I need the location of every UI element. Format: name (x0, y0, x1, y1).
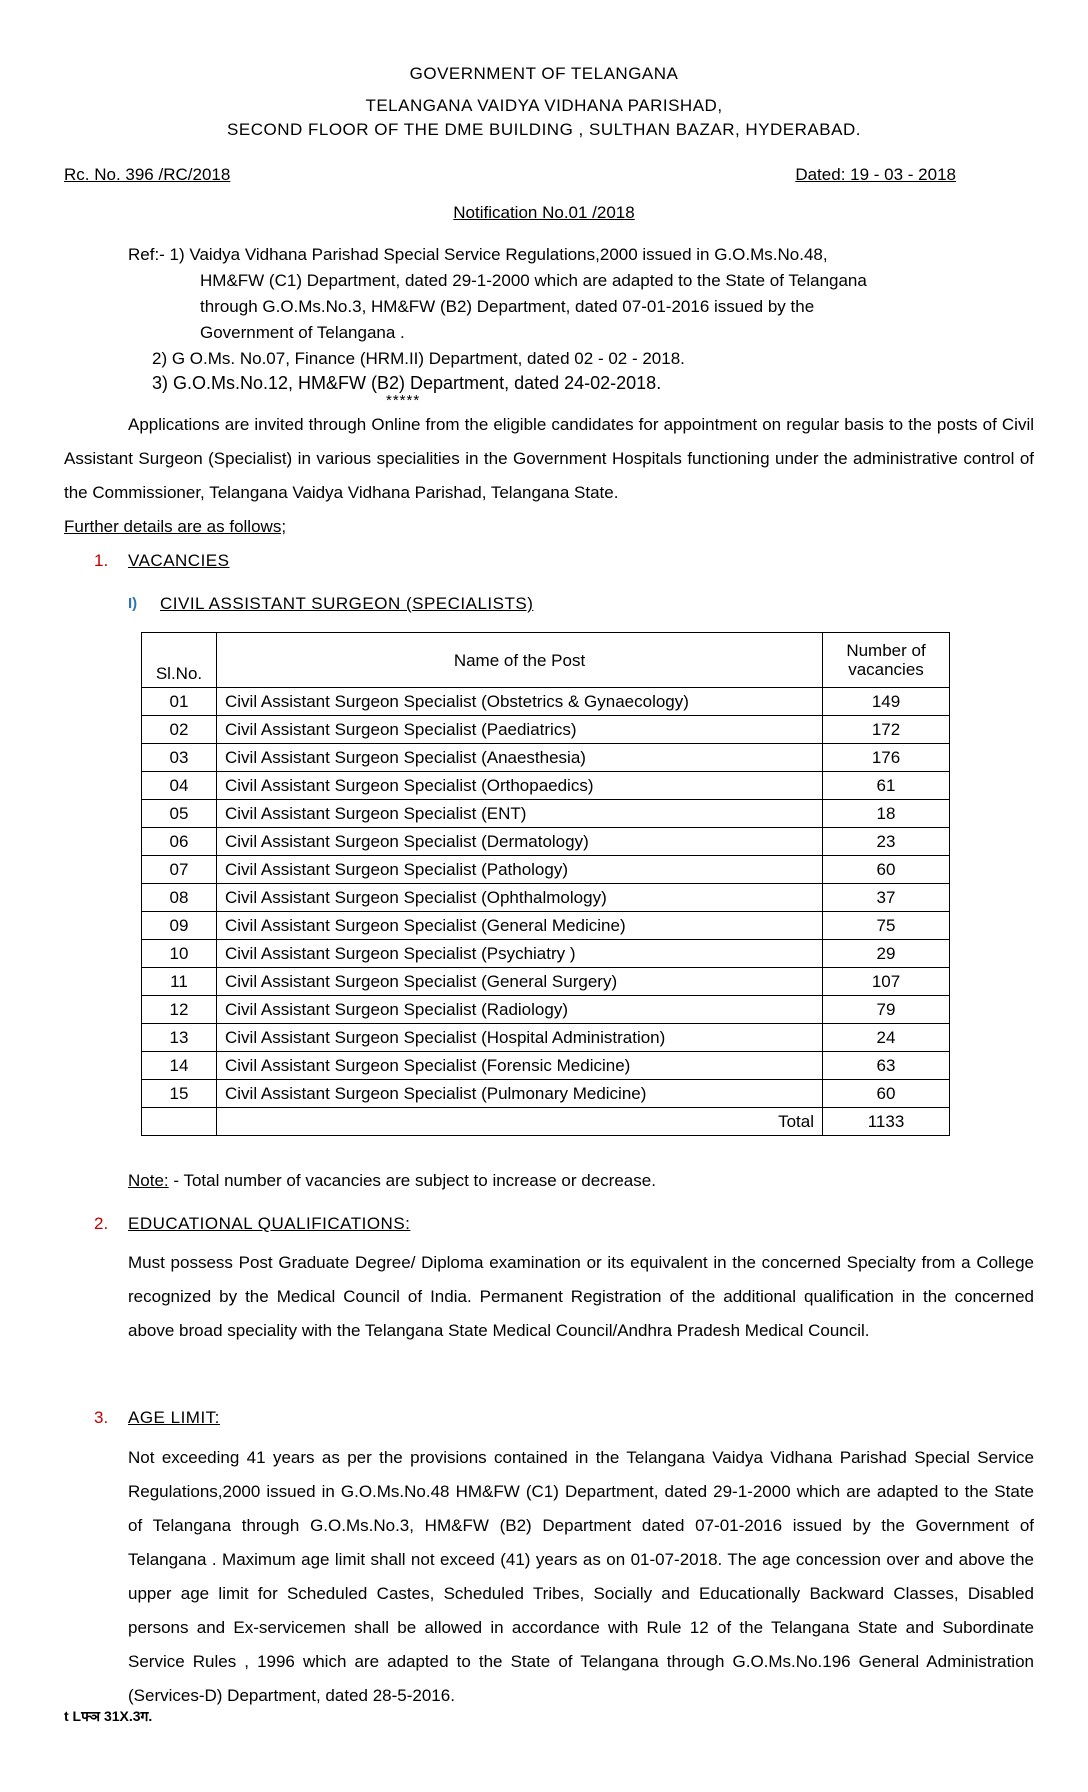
total-value: 1133 (823, 1108, 950, 1136)
ref-1-line-3: through G.O.Ms.No.3, HM&FW (B2) Department, dated 07-01-2016 issued by the (200, 297, 815, 316)
post-name-cell: Civil Assistant Surgeon Specialist (Psychiatry ) (217, 940, 823, 968)
subsection-i-number: I) (128, 595, 138, 612)
qualifications-paragraph: Must possess Post Graduate Degree/ Diploma examination or its equivalent in the concerned Specialty from a College recognized by the Medical Council of India. Permanent Registration of the additional qualification in the concerned above broad speciality with the Telangana State Medical Council/Andhra Pradesh Medical Council. (128, 1253, 1034, 1340)
post-name-cell: Civil Assistant Surgeon Specialist (Radiology) (217, 996, 823, 1024)
sl-cell: 06 (142, 828, 217, 856)
vacancy-count-cell: 60 (823, 1080, 950, 1108)
post-name-cell: Civil Assistant Surgeon Specialist (Pathology) (217, 856, 823, 884)
note-text: - Total number of vacancies are subject to increase or decrease. (168, 1171, 656, 1190)
table-row (142, 828, 950, 856)
note (128, 1171, 656, 1191)
header-vacancies: Number of vacancies (823, 633, 950, 688)
ref-1-line-2: HM&FW (C1) Department, dated 29-1-2000 which are adapted to the State of Telangana (200, 271, 867, 290)
table-row (142, 716, 950, 744)
ref-1-line-4: Government of Telangana . (200, 323, 405, 342)
vacancy-count-cell: 61 (823, 772, 950, 800)
header-parishad: TELANGANA VAIDYA VIDHANA PARISHAD, (365, 96, 723, 115)
section-2-number: 2. (94, 1214, 109, 1233)
date: Dated: 19 - 03 - 2018 (795, 165, 956, 184)
vacancy-count-cell: 149 (823, 688, 950, 716)
section-3-title: AGE LIMIT: (128, 1408, 220, 1427)
sl-cell: 04 (142, 772, 217, 800)
vacancy-count-cell: 37 (823, 884, 950, 912)
table-row (142, 1080, 950, 1108)
sl-cell: 11 (142, 968, 217, 996)
table-header-row (142, 633, 950, 688)
vacancy-count-cell: 63 (823, 1052, 950, 1080)
table-row (142, 744, 950, 772)
vacancy-count-cell: 75 (823, 912, 950, 940)
sl-cell: 10 (142, 940, 217, 968)
post-name-cell: Civil Assistant Surgeon Specialist (Ophthalmology) (217, 884, 823, 912)
sl-cell: 08 (142, 884, 217, 912)
ref-3: 3) G.O.Ms.No.12, HM&FW (B2) Department, dated 24-02-2018. (152, 373, 662, 393)
table-row (142, 884, 950, 912)
post-name-cell: Civil Assistant Surgeon Specialist (Hospital Administration) (217, 1024, 823, 1052)
footer-marking: t Lफ्ञ 31X.3ग. (64, 1708, 153, 1724)
table-row (142, 772, 950, 800)
ref-2: 2) G O.Ms. No.07, Finance (HRM.II) Department, dated 02 - 02 - 2018. (152, 349, 685, 368)
table-row (142, 968, 950, 996)
table-row (142, 1052, 950, 1080)
age-limit-paragraph: Not exceeding 41 years as per the provisions contained in the Telangana Vaidya Vidhana Parishad Special Service Regulations,2000 issued in G.O.Ms.No.48 HM&FW (C1) Department, dated 29-1-2000 which are adapted to the State of Telangana through G.O.Ms.No.3, HM&FW (B2) Department dated 07-01-2016 issued by the Government of Telangana . Maximum age limit shall not exceed (41) years as on 01-07-2018. The age concession over and above the upper age limit for Scheduled Castes, Scheduled Tribes, Socially and Educationally Backward Classes, Disabled persons and Ex-servicemen shall be allowed in accordance with Rule 12 of the Telangana State and Subordinate Service Rules , 1996 which are adapted to the State of Telangana through G.O.Ms.No.196 General Administration (Services-D) Department, dated 28-5-2016. (128, 1448, 1034, 1705)
table-row (142, 856, 950, 884)
sl-cell: 07 (142, 856, 217, 884)
post-name-cell: Civil Assistant Surgeon Specialist (Pulmonary Medicine) (217, 1080, 823, 1108)
post-name-cell: Civil Assistant Surgeon Specialist (Dermatology) (217, 828, 823, 856)
post-name-cell: Civil Assistant Surgeon Specialist (Orthopaedics) (217, 772, 823, 800)
header-sl-no: Sl.No. (142, 633, 217, 688)
sl-cell: 03 (142, 744, 217, 772)
table-row (142, 996, 950, 1024)
vacancy-count-cell: 172 (823, 716, 950, 744)
vacancy-count-cell: 60 (823, 856, 950, 884)
sl-cell: 05 (142, 800, 217, 828)
note-label: Note: (128, 1171, 169, 1190)
table-row (142, 1024, 950, 1052)
vacancy-count-cell: 23 (823, 828, 950, 856)
vacancies-table (141, 632, 950, 1136)
vacancy-count-cell: 107 (823, 968, 950, 996)
further-details: Further details are as follows; (64, 517, 287, 536)
table-row (142, 912, 950, 940)
post-name-cell: Civil Assistant Surgeon Specialist (Obstetrics & Gynaecology) (217, 688, 823, 716)
section-1-number: 1. (94, 551, 109, 570)
sl-cell: 15 (142, 1080, 217, 1108)
separator-stars: ***** (386, 392, 421, 409)
header-address: SECOND FLOOR OF THE DME BUILDING , SULTHAN BAZAR, HYDERABAD. (227, 120, 861, 139)
sl-cell: 14 (142, 1052, 217, 1080)
table-total-row (142, 1108, 950, 1136)
vacancy-count-cell: 176 (823, 744, 950, 772)
ref-1-line-1: Ref:- 1) Vaidya Vidhana Parishad Special Service Regulations,2000 issued in G.O.Ms.No.48, (128, 245, 828, 264)
sl-cell: 09 (142, 912, 217, 940)
sl-cell: 13 (142, 1024, 217, 1052)
section-3-number: 3. (94, 1408, 109, 1427)
section-1-title: VACANCIES (128, 551, 230, 570)
section-2-title: EDUCATIONAL QUALIFICATIONS: (128, 1214, 411, 1233)
post-name-cell: Civil Assistant Surgeon Specialist (General Surgery) (217, 968, 823, 996)
sl-cell: 01 (142, 688, 217, 716)
vacancy-count-cell: 24 (823, 1024, 950, 1052)
header-post-name: Name of the Post (217, 633, 823, 688)
vacancy-count-cell: 79 (823, 996, 950, 1024)
total-label: Total (217, 1108, 823, 1136)
post-name-cell: Civil Assistant Surgeon Specialist (Anaesthesia) (217, 744, 823, 772)
sl-cell: 02 (142, 716, 217, 744)
table-row (142, 800, 950, 828)
total-empty-cell (142, 1108, 217, 1136)
notification-number: Notification No.01 /2018 (453, 203, 635, 222)
reference-number: Rc. No. 396 /RC/2018 (64, 165, 231, 184)
post-name-cell: Civil Assistant Surgeon Specialist (ENT) (217, 800, 823, 828)
vacancy-count-cell: 18 (823, 800, 950, 828)
post-name-cell: Civil Assistant Surgeon Specialist (General Medicine) (217, 912, 823, 940)
post-name-cell: Civil Assistant Surgeon Specialist (Paediatrics) (217, 716, 823, 744)
header-government: GOVERNMENT OF TELANGANA (409, 64, 679, 83)
table-row (142, 940, 950, 968)
intro-paragraph: Applications are invited through Online from the eligible candidates for appointment on regular basis to the posts of Civil Assistant Surgeon (Specialist) in various specialities in the Government Hospitals functioning under the administrative control of the Commissioner, Telangana Vaidya Vidhana Parishad, Telangana State. (64, 415, 1034, 502)
vacancy-count-cell: 29 (823, 940, 950, 968)
sl-cell: 12 (142, 996, 217, 1024)
post-name-cell: Civil Assistant Surgeon Specialist (Forensic Medicine) (217, 1052, 823, 1080)
subsection-i-title: CIVIL ASSISTANT SURGEON (SPECIALISTS) (160, 594, 534, 613)
table-row (142, 688, 950, 716)
